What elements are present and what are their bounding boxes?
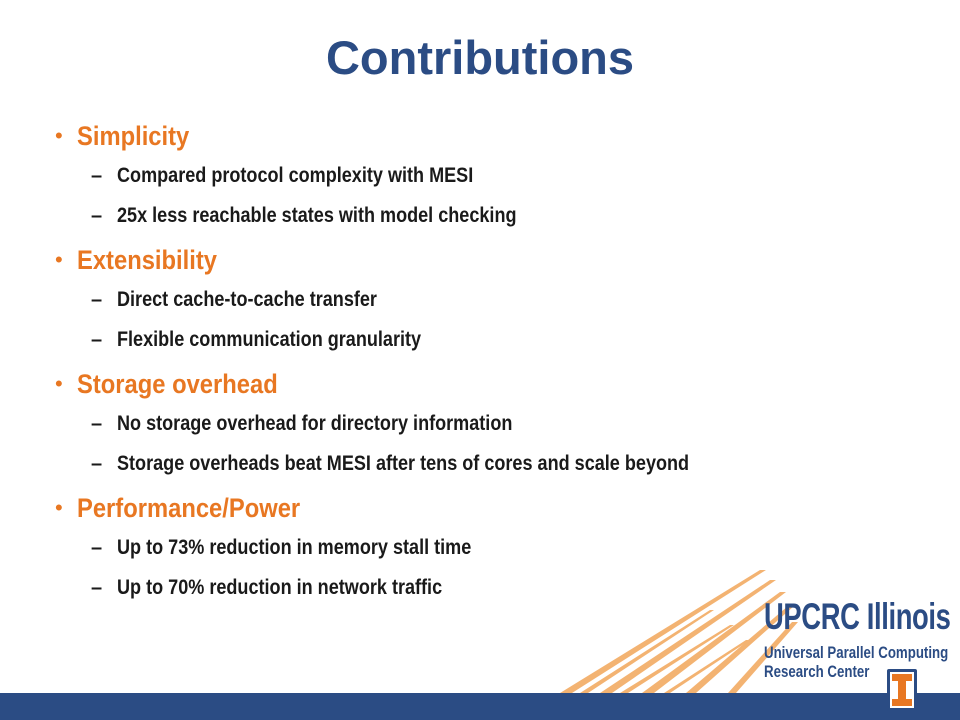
dash-marker: –	[91, 288, 103, 311]
sub-bullet-item	[91, 444, 935, 484]
sub-bullet-item	[91, 280, 935, 320]
sub-bullet-item	[91, 196, 935, 236]
bullet-item	[55, 364, 935, 484]
bullet-heading: Performance/Power	[77, 492, 301, 523]
bullet-marker: •	[55, 247, 63, 272]
logo-title: UPCRC Illinois	[764, 596, 951, 637]
sub-bullet-list	[91, 280, 935, 360]
bullet-heading: Storage overhead	[77, 368, 278, 399]
sub-bullet-text: Up to 73% reduction in memory stall time	[117, 536, 472, 559]
bullet-marker: •	[55, 495, 63, 520]
sub-bullet-list	[91, 404, 935, 484]
dash-marker: –	[91, 164, 103, 187]
logo-subtitle-line2: Research Center	[764, 662, 870, 681]
dash-marker: –	[91, 536, 103, 559]
bullet-item	[55, 240, 935, 360]
sub-bullet-text: Compared protocol complexity with MESI	[117, 164, 474, 187]
sub-bullet-list	[91, 156, 935, 236]
logo-subtitle-line1: Universal Parallel Computing	[764, 643, 949, 662]
sub-bullet-item	[91, 528, 935, 568]
bullet-heading: Simplicity	[77, 120, 190, 151]
dash-marker: –	[91, 328, 103, 351]
dash-marker: –	[91, 576, 103, 599]
slide-title: Contributions	[325, 31, 635, 84]
bullet-marker: •	[55, 371, 63, 396]
sub-bullet-text: Direct cache-to-cache transfer	[117, 288, 377, 311]
sub-bullet-text: Flexible communication granularity	[117, 328, 422, 351]
dash-marker: –	[91, 452, 103, 475]
bullet-heading: Extensibility	[77, 244, 217, 275]
bullet-marker: •	[55, 123, 63, 148]
sub-bullet-item	[91, 404, 935, 444]
bullet-item	[55, 116, 935, 236]
sub-bullet-item	[91, 156, 935, 196]
dash-marker: –	[91, 204, 103, 227]
bottom-bar	[0, 693, 960, 720]
illinois-emblem-icon	[886, 668, 918, 712]
sub-bullet-text: No storage overhead for directory information	[117, 412, 513, 435]
sub-bullet-text: Storage overheads beat MESI after tens of cores and scale beyond	[117, 452, 690, 475]
sub-bullet-item	[91, 320, 935, 360]
sub-bullet-text: Up to 70% reduction in network traffic	[117, 576, 443, 599]
bullet-list	[55, 112, 935, 608]
dash-marker: –	[91, 412, 103, 435]
upcrc-logo	[764, 598, 954, 681]
sub-bullet-text: 25x less reachable states with model checking	[117, 204, 517, 227]
